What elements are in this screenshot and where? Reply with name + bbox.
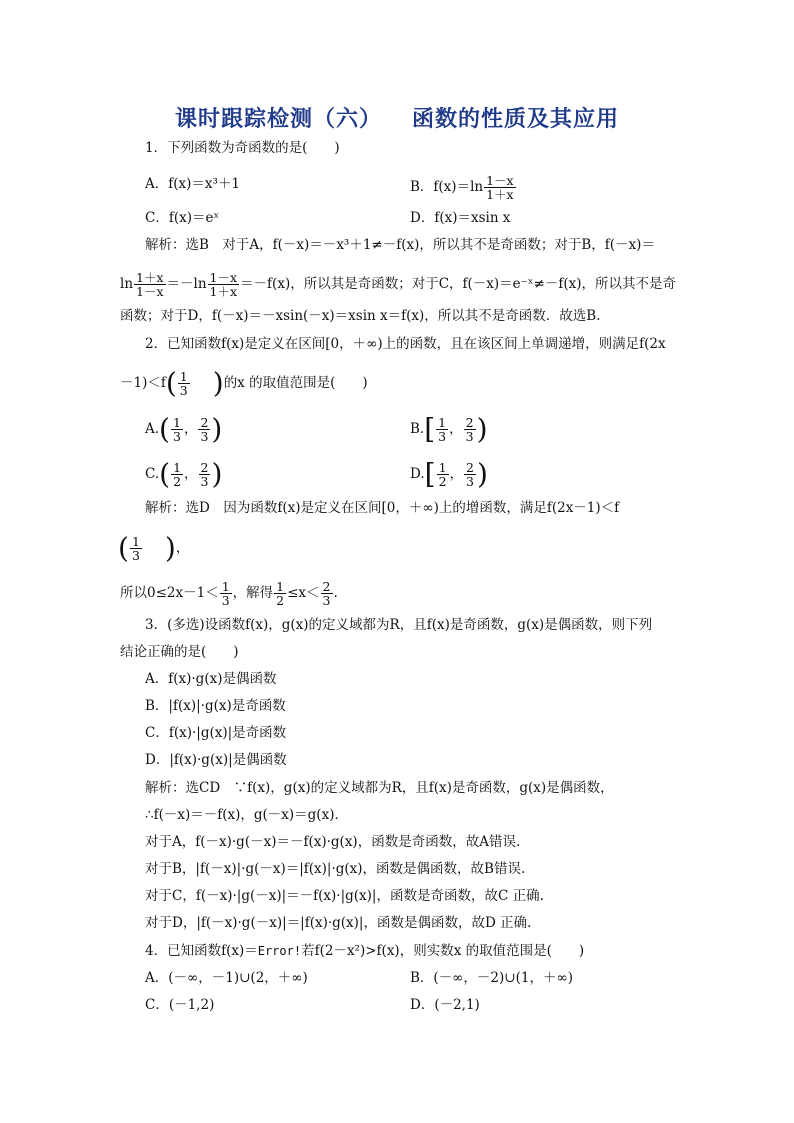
q2-option-b: B.[ $\frac{1}{3}$ ， $\frac{2}{3}$ ) bbox=[410, 412, 488, 446]
q1-option-d: D．f(x)＝xsin x bbox=[410, 210, 511, 226]
q4-option-c: C．(－1,2) bbox=[145, 997, 215, 1013]
title-part1: 课时跟踪检测（六） bbox=[174, 107, 382, 132]
q3-solution-line3: 对于A，f(－x)·g(－x)＝－f(x)·g(x)，函数是奇函数，故A错误. bbox=[145, 834, 521, 850]
q2-option-c: C.( $\frac{1}{2}$ ， $\frac{2}{3}$ ) bbox=[145, 457, 223, 491]
q1-solution-line2: ln $\frac{1+x}{1-x}$ ＝－ln $\frac{1-x}{1+x}$ ＝－f(x)，所以其是奇函数；对于C，f(－x)＝e⁻ˣ≠－f(x)，所以其不是奇 bbox=[120, 270, 676, 299]
q2-stem-line2: －1)＜f( $\frac{1}{3}$ )的x 的取值范围是( ) bbox=[120, 366, 368, 400]
fraction: $\frac{1+x}{1-x}$ bbox=[136, 270, 164, 299]
q1-option-a: A．f(x)＝x³＋1 bbox=[145, 176, 241, 192]
q4-option-d: D．(－2,1) bbox=[410, 997, 480, 1013]
q1-stem: 1．下列函数为奇函数的是( ) bbox=[145, 140, 340, 156]
q3-stem-line1: 3．(多选)设函数f(x)，g(x)的定义域都为R，且f(x)是奇函数，g(x)是偶函数，则下列 bbox=[145, 617, 653, 633]
fraction: $\frac{1-x}{1+x}$ bbox=[486, 173, 514, 202]
q3-option-c: C．f(x)·|g(x)|是奇函数 bbox=[145, 725, 287, 741]
fraction: $\frac{1-x}{1+x}$ bbox=[209, 270, 238, 299]
q1-solution-line1: 解析：选B 对于A，f(－x)＝－x³＋1≠－f(x)，所以其不是奇函数；对于B，f(－x)＝ bbox=[145, 237, 655, 253]
q3-option-b: B．|f(x)|·g(x)是奇函数 bbox=[145, 698, 286, 714]
q1-solution-line3: 函数；对于D，f(－x)＝－xsin(－x)＝xsin x＝f(x)，所以其不是奇函数．故选B. bbox=[120, 308, 601, 324]
q3-solution-line1: 解析：选CD ∵f(x)，g(x)的定义域都为R，且f(x)是奇函数，g(x)是偶函数， bbox=[145, 780, 614, 796]
q3-solution-line4: 对于B，|f(－x)|·g(－x)＝|f(x)|·g(x)，函数是偶函数，故B错误. bbox=[145, 861, 526, 877]
page-title bbox=[0, 102, 794, 133]
q3-solution-line6: 对于D，|f(－x)·g(－x)|＝|f(x)·g(x)|，函数是偶函数，故D 正确. bbox=[145, 915, 532, 931]
q2-stem-line1: 2．已知函数f(x)是定义在区间[0，＋∞)上的函数，且在该区间上单调递增，则满足f(2x bbox=[145, 336, 666, 352]
q2-solution-line2: ( $\frac{1}{3}$ )， bbox=[118, 531, 190, 565]
q2-solution-line3: 所以0≤2x－1＜ $\frac{1}{3}$ ，解得 $\frac{1}{2}$ ≤x＜ $\frac{2}{3}$ . bbox=[120, 579, 338, 608]
q3-option-d: D．|f(x)·g(x)|是偶函数 bbox=[145, 752, 287, 768]
title-part2: 函数的性质及其应用 bbox=[412, 107, 620, 132]
q3-solution-line5: 对于C，f(－x)·|g(－x)|＝－f(x)·|g(x)|，函数是奇函数，故C 正确. bbox=[145, 888, 544, 904]
fraction: $\frac{1}{3}$ bbox=[179, 369, 188, 398]
q1-option-b: B．f(x)＝ln $\frac{1-x}{1+x}$ bbox=[410, 173, 514, 202]
error-text: Error! bbox=[257, 944, 302, 958]
q3-option-a: A．f(x)·g(x)是偶函数 bbox=[145, 671, 277, 687]
q3-solution-line2: ∴f(－x)＝－f(x)，g(－x)＝g(x)． bbox=[145, 807, 348, 823]
q2-option-d: D.[ $\frac{1}{2}$ ， $\frac{2}{3}$ ) bbox=[410, 457, 488, 491]
q4-option-a: A．(－∞，－1)∪(2，＋∞) bbox=[145, 970, 308, 986]
q2-solution-line1: 解析：选D 因为函数f(x)是定义在区间[0，＋∞)上的增函数，满足f(2x－1)＜f bbox=[145, 500, 620, 516]
q1-option-c: C．f(x)＝eˣ bbox=[145, 210, 220, 226]
q3-stem-line2: 结论正确的是( ) bbox=[120, 644, 239, 660]
q2-option-a: A.( $\frac{1}{3}$ ， $\frac{2}{3}$ ) bbox=[145, 412, 223, 446]
q4-option-b: B．(－∞，－2)∪(1，＋∞) bbox=[410, 970, 573, 986]
q4-stem: 4．已知函数f(x)＝Error!若f(2－x²)>f(x)，则实数x 的取值范围是( ) bbox=[145, 943, 585, 959]
